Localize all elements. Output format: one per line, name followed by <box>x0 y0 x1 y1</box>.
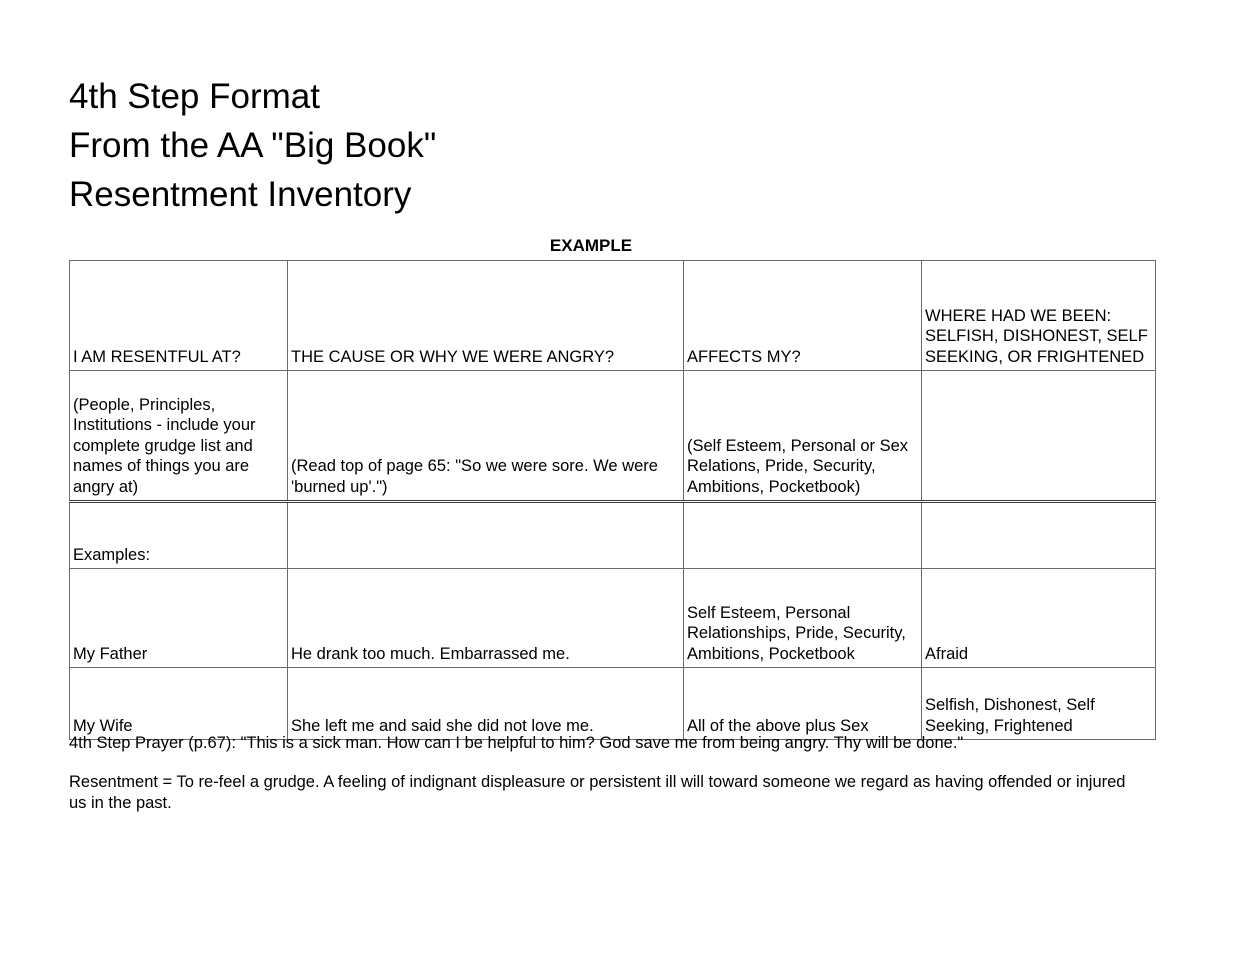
resentment-inventory-table <box>69 260 1156 740</box>
examples-empty-cell-where <box>922 502 1156 569</box>
page-title-line-3: Resentment Inventory <box>69 175 412 214</box>
row-resentful-at-text: My Father <box>73 644 148 663</box>
document-title-block <box>69 72 969 219</box>
row-cause-text: He drank too much. Embarrassed me. <box>291 644 570 663</box>
subheader-where-had-we-been <box>922 371 1156 502</box>
subheader-cause-text: (Read top of page 65: "So we were sore. We were 'burned up'.") <box>291 457 658 496</box>
column-header-resentful-at-text: I AM RESENTFUL AT? <box>73 347 241 366</box>
examples-label-cell <box>70 502 288 569</box>
table-row <box>70 569 1156 668</box>
subheader-affects <box>684 371 922 502</box>
row-affects-text: All of the above plus Sex <box>687 716 869 735</box>
table-header-row <box>70 261 1156 371</box>
subheader-cause <box>288 371 684 502</box>
row-resentful-at-text: My Wife <box>73 716 133 735</box>
row-where-had-we-been-text: Selfish, Dishonest, Self Seeking, Frightened <box>925 696 1095 735</box>
page-title-line-2: From the AA "Big Book" <box>69 126 437 165</box>
examples-empty-cell-affects <box>684 502 922 569</box>
page-title-line-1: 4th Step Format <box>69 77 320 116</box>
column-header-affects-text: AFFECTS MY? <box>687 347 801 366</box>
subheader-resentful-at <box>70 371 288 502</box>
row-where-had-we-been <box>922 668 1156 740</box>
row-cause <box>288 668 684 740</box>
resentment-definition-text: Resentment = To re-feel a grudge. A feeling of indignant displeasure or persistent ill will toward someone we regard as having offended or injured us in the past. <box>69 773 1126 812</box>
column-header-resentful-at <box>70 261 288 371</box>
row-resentful-at <box>70 668 288 740</box>
column-header-cause-text: THE CAUSE OR WHY WE WERE ANGRY? <box>291 347 615 366</box>
examples-empty-cell-cause <box>288 502 684 569</box>
column-header-cause <box>288 261 684 371</box>
column-header-where-had-we-been <box>922 261 1156 371</box>
row-where-had-we-been <box>922 569 1156 668</box>
table-subheader-row <box>70 371 1156 502</box>
fourth-step-prayer-text: 4th Step Prayer (p.67): "This is a sick man. How can I be helpful to him? God save me from being angry. Thy will be done." <box>69 734 964 752</box>
row-cause-text: She left me and said she did not love me. <box>291 716 594 735</box>
row-affects <box>684 668 922 740</box>
row-where-had-we-been-text: Afraid <box>925 644 969 663</box>
row-cause <box>288 569 684 668</box>
table-row <box>70 668 1156 740</box>
example-label: EXAMPLE <box>549 236 633 255</box>
row-resentful-at <box>70 569 288 668</box>
column-header-affects <box>684 261 922 371</box>
row-affects-text: Self Esteem, Personal Relationships, Pride, Security, Ambitions, Pocketbook <box>687 603 906 663</box>
column-header-where-had-we-been-text: WHERE HAD WE BEEN: SELFISH, DISHONEST, SELF SEEKING, OR FRIGHTENED <box>925 306 1148 366</box>
subheader-affects-text: (Self Esteem, Personal or Sex Relations, Pride, Security, Ambitions, Pocketbook) <box>687 436 909 496</box>
examples-label-text: Examples: <box>73 545 151 564</box>
footer-notes <box>69 733 1144 814</box>
subheader-resentful-at-text: (People, Principles, Institutions - include your complete grudge list and names of things you are angry at) <box>73 395 256 496</box>
examples-label-row <box>70 502 1156 569</box>
row-affects <box>684 569 922 668</box>
